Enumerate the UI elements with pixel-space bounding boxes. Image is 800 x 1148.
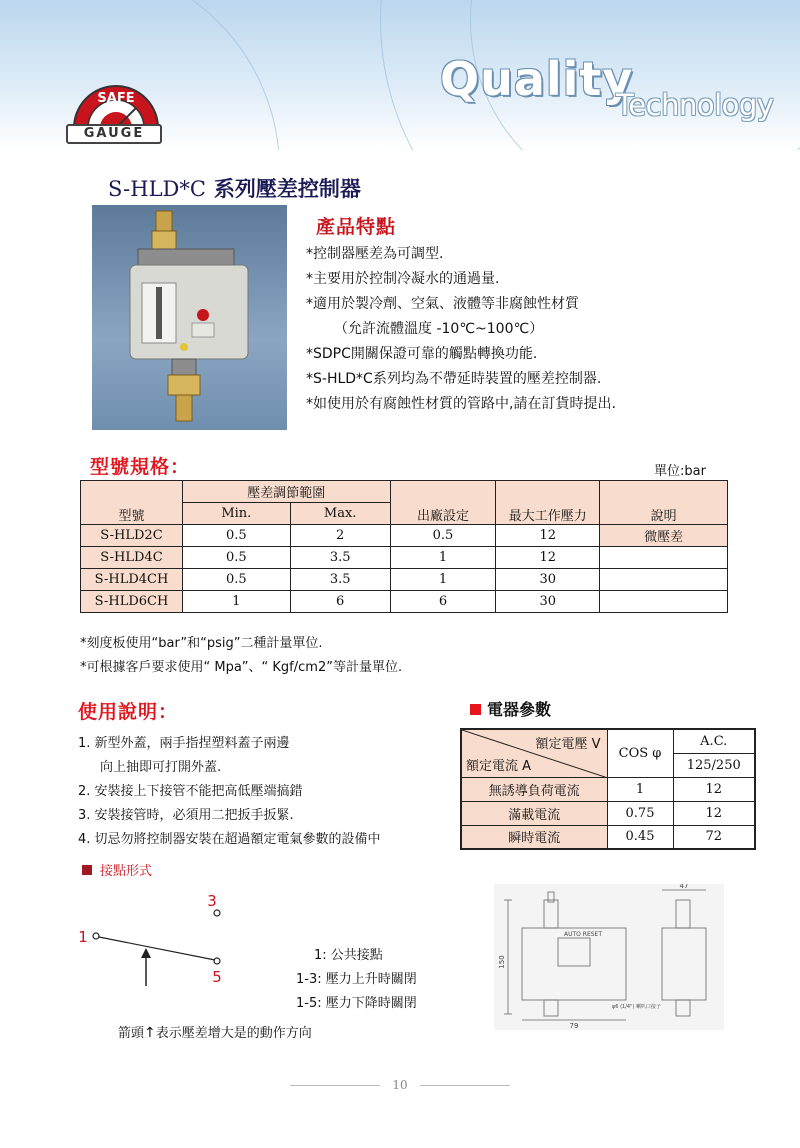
electrical-title-text: 電器參數: [487, 700, 552, 719]
cell-max-pressure: 12: [496, 525, 600, 547]
spec-note: *刻度板使用“bar”和“psig”二種計量單位.: [80, 636, 323, 651]
contact-point-1: [93, 933, 99, 939]
title-text: 系列壓差控制器: [213, 177, 361, 201]
col-factory: 出廠設定: [390, 481, 496, 525]
features-list: [306, 242, 616, 417]
table-row: [81, 569, 728, 591]
title-model: S-HLD*C: [108, 177, 206, 201]
page-number: 10: [392, 1078, 408, 1092]
table-row: [81, 591, 728, 613]
feature-item: （允許流體溫度 -10℃~100℃）: [334, 321, 544, 337]
cell-label: 瞬時電流: [461, 825, 607, 849]
usage-item: 向上抽即可打開外蓋.: [100, 760, 222, 775]
product-photo: [92, 205, 287, 430]
usage-item: 3. 安裝接管時，必須用二把扳手扳緊.: [78, 808, 294, 823]
dim-bottom-label: 79: [569, 1022, 579, 1030]
ac-header: A.C.: [673, 729, 755, 753]
auto-reset-label: AUTO RESET: [564, 931, 603, 938]
contact-title: [82, 860, 152, 879]
feature-item: *S-HLD*C系列均為不帶延時裝置的壓差控制器.: [306, 371, 602, 387]
cell-max-pressure: 12: [496, 547, 600, 569]
cell-factory: 0.5: [390, 525, 496, 547]
feature-item: *適用於製冷劑、空氣、液體等非腐蝕性材質: [306, 296, 579, 312]
square-bullet-icon: [470, 704, 481, 715]
cell-min: 0.5: [182, 525, 290, 547]
cell-model: S-HLD6CH: [81, 591, 183, 613]
logo-arc-icon: [66, 78, 166, 130]
ac-range: 125/250: [673, 753, 755, 777]
dim-side-label: 150: [498, 955, 506, 969]
cell-note: 微壓差: [600, 525, 728, 547]
rated-voltage-label: 額定電壓 V: [535, 737, 601, 752]
arrow-note-post: 表示壓差增大是的動作方向: [155, 1026, 312, 1041]
cell-max: 6: [290, 591, 390, 613]
page-title: [108, 173, 361, 203]
cell-factory: 6: [390, 591, 496, 613]
point-3-label: 3: [207, 892, 217, 910]
cell-cos: 0.45: [607, 825, 673, 849]
cell-factory: 1: [390, 569, 496, 591]
arrow-head-icon: [141, 948, 151, 958]
usage-item: 4. 切忌勿將控制器安裝在超過額定電氣參數的設備中: [78, 832, 381, 847]
col-range: 壓差調節範圍: [182, 481, 390, 503]
quality-wordmark: Quality: [440, 52, 634, 106]
page-divider-left: [290, 1085, 380, 1086]
legend-item: 1-3: 壓力上升時關閉: [296, 972, 417, 987]
cell-value: 72: [673, 825, 755, 849]
cell-value: 12: [673, 801, 755, 825]
cell-note: [600, 547, 728, 569]
arrow-note-pre: 箭頭: [118, 1026, 145, 1041]
cell-cos: 0.75: [607, 801, 673, 825]
electrical-title: [470, 697, 551, 720]
legend-item: 1-5: 壓力下降時關閉: [296, 996, 417, 1011]
cell-max: 2: [290, 525, 390, 547]
fitting-label: φ6 (1/4") 喇叭口接子: [612, 1004, 661, 1010]
spec-notes: [80, 632, 402, 680]
cell-cos: 1: [607, 777, 673, 801]
spec-title: 型號規格：: [90, 456, 191, 478]
usage-item: 1. 新型外蓋，兩手指捏塑料蓋子兩邊: [78, 736, 290, 751]
col-max-pressure: 最大工作壓力: [496, 481, 600, 525]
electrical-table: [460, 728, 756, 850]
contact-legend: [290, 944, 417, 1016]
cell-min: 1: [182, 591, 290, 613]
cell-max-pressure: 30: [496, 591, 600, 613]
features-title: 產品特點: [316, 216, 397, 238]
legend-item: 1: 公共接點: [314, 948, 383, 963]
safe-gauge-logo: [66, 78, 166, 150]
cell-max: 3.5: [290, 547, 390, 569]
cell-min: 0.5: [182, 547, 290, 569]
point-1-label: 1: [78, 928, 88, 946]
cell-max: 3.5: [290, 569, 390, 591]
cell-model: S-HLD4CH: [81, 569, 183, 591]
cell-label: 無誘導負荷電流: [461, 777, 607, 801]
page-divider-right: [420, 1085, 510, 1086]
spec-table: [80, 480, 728, 613]
usage-item: 2. 安裝接上下接管不能把高低壓端搞錯: [78, 784, 303, 799]
technical-drawing: [494, 884, 724, 1030]
dim-top-label: 47: [679, 884, 689, 890]
cell-min: 0.5: [182, 569, 290, 591]
arrow-note: [118, 1022, 312, 1041]
cell-label: 滿載電流: [461, 801, 607, 825]
table-row: [81, 547, 728, 569]
cos-header: COS φ: [607, 729, 673, 777]
contact-point-3: [214, 910, 220, 916]
table-row: [461, 801, 755, 825]
table-row: [81, 525, 728, 547]
col-note: 說明: [600, 481, 728, 525]
cell-note: [600, 591, 728, 613]
switch-arm: [99, 937, 215, 960]
cell-model: S-HLD2C: [81, 525, 183, 547]
feature-item: *如使用於有腐蝕性材質的管路中,請在訂貨時提出.: [306, 396, 616, 412]
usage-list: [78, 732, 381, 852]
cell-model: S-HLD4C: [81, 547, 183, 569]
feature-item: *SDPC開關保證可靠的觸點轉換功能.: [306, 346, 538, 362]
small-up-arrow-icon: ↑: [144, 1025, 156, 1041]
dimension-drawing: [494, 884, 724, 1030]
table-row: [461, 825, 755, 849]
logo-safe-text: SAFE: [97, 91, 135, 106]
pressure-controller-image: [92, 205, 287, 430]
spec-unit: 單位:bar: [654, 464, 706, 479]
col-min: Min.: [182, 503, 290, 525]
header-diagonal-cell: [461, 729, 607, 777]
spec-note: *可根據客戶要求使用“ Mpa”、“ Kgf/cm2”等計量單位.: [80, 660, 403, 675]
contact-point-5: [214, 958, 220, 964]
cell-note: [600, 569, 728, 591]
point-5-label: 5: [212, 968, 222, 986]
feature-item: *控制器壓差為可調型.: [306, 246, 444, 262]
contact-title-text: 接點形式: [100, 864, 153, 879]
technology-wordmark: Technology: [616, 88, 774, 122]
table-row: [461, 777, 755, 801]
cell-value: 12: [673, 777, 755, 801]
cell-factory: 1: [390, 547, 496, 569]
col-model: 型號: [81, 481, 183, 525]
contact-diagram: [60, 880, 280, 990]
logo-gauge-text: GAUGE: [66, 124, 162, 144]
cell-max-pressure: 30: [496, 569, 600, 591]
rated-current-label: 額定電流 A: [466, 758, 532, 774]
feature-item: *主要用於控制冷凝水的通過量.: [306, 271, 500, 287]
usage-title: 使用說明：: [78, 701, 179, 723]
square-bullet-icon: [82, 865, 92, 875]
col-max: Max.: [290, 503, 390, 525]
